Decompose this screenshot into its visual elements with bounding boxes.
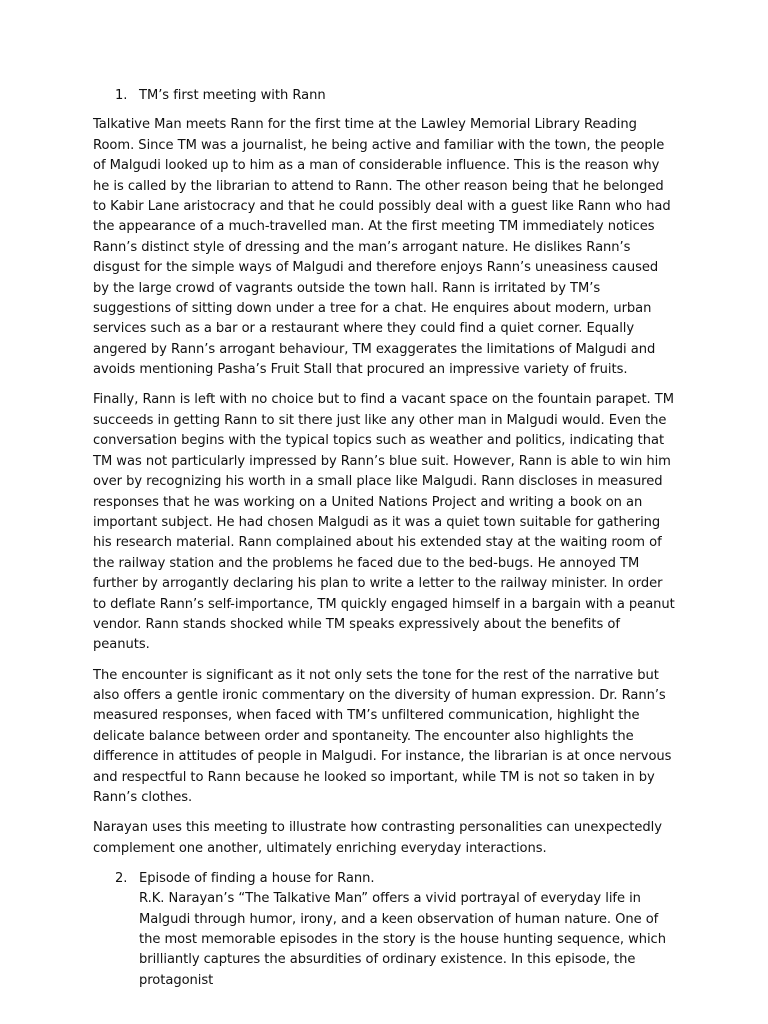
paragraph-1: Talkative Man meets Rann for the first time at the Lawley Memorial Library Reading Room. Since TM was a journalist, he being active and familiar with the town, the people of Malgudi looked up to him as a man of considerable influence. This is the reason why he is called by the librarian to attend to Rann. The other reason being that he belonged to Kabir Lane aristocracy and that he could possibly deal with a guest like Rann who had the appearance of a much-travelled man. At the first meeting TM immediately notices Rann’s distinct style of dressing and the man’s arrogant nature. He dislikes Rann’s disgust for the simple ways of Malgudi and therefore enjoys Rann’s uneasiness caused by the large crowd of vagrants outside the town hall. Rann is irritated by TM’s suggestions of sitting down under a tree for a chat. He enquires about modern, urban services such as a bar or a restaurant where they could find a quiet corner. Equally angered by Rann’s arrogant behaviour, TM exaggerates the limitations of Malgudi and avoids mentioning Pasha’s Fruit Stall that procured an impressive variety of fruits. — [93, 117, 671, 378]
list-item-2 — [93, 869, 677, 991]
section-heading: TM’s first meeting with Rann — [139, 88, 326, 103]
section-heading: Episode of finding a house for Rann. — [139, 870, 375, 886]
paragraph-3: The encounter is significant as it not only sets the tone for the rest of the narrative but also offers a gentle ironic commentary on the diversity of human expression. Dr. Rann’s measured responses, when faced with TM’s unfiltered communication, highlight the delicate balance between order and spontaneity. The encounter also highlights the difference in attitudes of people in Malgudi. For instance, the librarian is at once nervous and respectful to Rann because he looked so important, while TM is not so taken in by Rann’s clothes. — [93, 667, 672, 805]
paragraph-4: Narayan uses this meeting to illustrate how contrasting personalities can unexpectedly complement one another, ultimately enriching everyday interactions. — [93, 820, 662, 856]
section-body: R.K. Narayan’s “The Talkative Man” offers a vivid portrayal of everyday life in Malgudi through humor, irony, and a keen observation of human nature. One of the most memorable episodes in the story is the house hunting sequence, which brilliantly captures the absurdities of ordinary existence. In this episode, the protagonist — [139, 891, 666, 988]
list-item-content — [139, 869, 677, 991]
document-page — [93, 86, 677, 1000]
list-item-1 — [93, 86, 677, 106]
paragraph-2: Finally, Rann is left with no choice but to find a vacant space on the fountain parapet. TM succeeds in getting Rann to sit there just like any other man in Malgudi would. Even the conversation begins with the typical topics such as weather and politics, indicating that TM was not particularly impressed by Rann’s blue suit. However, Rann is able to win him over by recognizing his worth in a small place like Malgudi. Rann discloses in measured responses that he was working on a United Nations Project and writing a book on an important subject. He had chosen Malgudi as it was a quiet town suitable for gathering his research material. Rann complained about his extended stay at the waiting room of the railway station and the problems he faced due to the bed-bugs. He annoyed TM further by arrogantly declaring his plan to write a letter to the railway minister. In order to deflate Rann’s self-importance, TM quickly engaged himself in a bargain with a peanut vendor. Rann stands shocked while TM speaks expressively about the benefits of peanuts. — [93, 392, 675, 653]
list-number: 1. — [115, 88, 128, 103]
list-number: 2. — [115, 870, 128, 886]
